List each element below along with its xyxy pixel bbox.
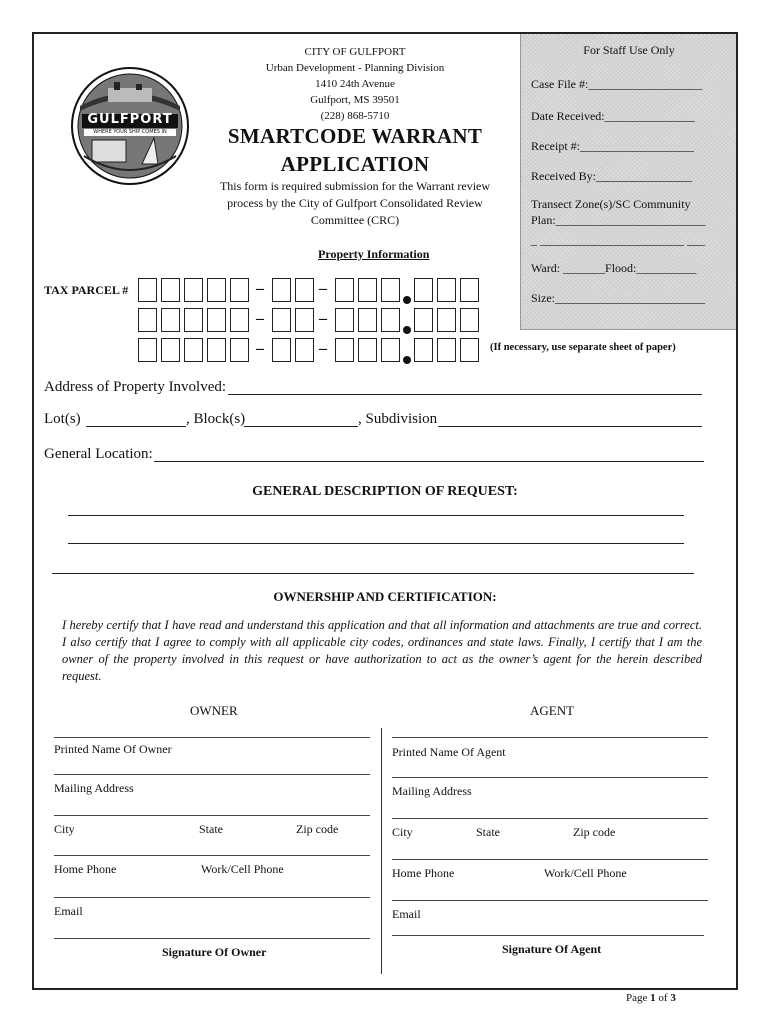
owner-mailing-label: Mailing Address: [54, 781, 134, 795]
address-input[interactable]: [228, 394, 702, 395]
street-address: 1410 24th Avenue: [315, 78, 395, 90]
owner-signature-label: Signature Of Owner: [162, 945, 267, 959]
logo-name: GULFPORT: [87, 112, 173, 127]
owner-email-line[interactable]: [54, 897, 370, 898]
owner-name-line[interactable]: [54, 737, 370, 738]
agent-signature-line[interactable]: [392, 935, 704, 936]
transect-label: Transect Zone(s)/SC Community: [531, 197, 691, 211]
phone-number: (228) 868-5710: [320, 110, 390, 122]
plan-continued[interactable]: _ ________________________ ___: [531, 233, 705, 247]
city-state-zip: Gulfport, MS 39501: [310, 94, 400, 106]
agent-mailing-label: Mailing Address: [392, 784, 472, 798]
owner-signature-line[interactable]: [54, 938, 370, 939]
general-location-input[interactable]: [154, 461, 704, 462]
agent-home-phone-label: Home Phone: [392, 866, 455, 880]
subdivision-input[interactable]: [438, 426, 702, 427]
tax-parcel-grid[interactable]: – – – – – –: [138, 278, 488, 368]
city-seal-logo: [70, 66, 190, 186]
agent-heading: AGENT: [530, 703, 575, 718]
column-divider: [381, 728, 382, 974]
agent-signature-label: Signature Of Agent: [502, 942, 602, 956]
separate-sheet-note: (If necessary, use separate sheet of paper): [490, 342, 676, 353]
request-line-1[interactable]: [68, 515, 684, 516]
owner-email-label: Email: [54, 904, 83, 918]
date-received-field[interactable]: Date Received:_______________: [531, 109, 695, 123]
ownership-heading: OWNERSHIP AND CERTIFICATION:: [273, 589, 497, 604]
page-number: Page 1 of 3: [626, 992, 676, 1004]
address-label: Address of Property Involved:: [44, 379, 227, 395]
agent-zip-label: Zip code: [573, 825, 616, 839]
owner-heading: OWNER: [190, 703, 238, 718]
block-label: , Block(s): [186, 411, 246, 427]
agent-city-label: City: [392, 825, 413, 839]
owner-city-label: City: [54, 822, 75, 836]
agent-work-phone-label: Work/Cell Phone: [544, 866, 627, 880]
lot-label: Lot(s): [44, 411, 81, 427]
ward-flood-field[interactable]: Ward: _______Flood:__________: [531, 261, 697, 275]
size-field[interactable]: Size:_________________________: [531, 291, 705, 305]
owner-work-phone-label: Work/Cell Phone: [201, 862, 284, 876]
owner-state-label: State: [199, 822, 223, 836]
staff-use-box: [520, 34, 736, 330]
owner-name-label: Printed Name Of Owner: [54, 742, 172, 756]
agent-state-label: State: [476, 825, 500, 839]
request-heading: GENERAL DESCRIPTION OF REQUEST:: [252, 484, 518, 499]
staff-heading: For Staff Use Only: [583, 43, 675, 57]
agent-phone-line[interactable]: [392, 859, 708, 860]
owner-home-phone-label: Home Phone: [54, 862, 117, 876]
owner-city-line[interactable]: [54, 815, 370, 816]
logo-tagline: WHERE YOUR SHIP COMES IN: [93, 129, 167, 135]
request-line-2[interactable]: [68, 543, 684, 544]
owner-phone-line[interactable]: [54, 855, 370, 856]
property-info-heading: Property Information: [318, 247, 430, 261]
certification-text: I hereby certify that I have read and understand this application and that all information and attachments are true and correct. I also certify that I agree to comply with all applicable city codes, ordinances and state laws. Finally, I certify that I am the owner of the property involved in this request or have authorization to act as the owner’s agent for the herein described request.: [62, 618, 702, 683]
agent-email-line[interactable]: [392, 900, 708, 901]
case-file-field[interactable]: Case File #:___________________: [531, 77, 703, 91]
owner-mailing-line[interactable]: [54, 774, 370, 775]
block-input[interactable]: [244, 426, 358, 427]
general-location-label: General Location:: [44, 446, 153, 462]
tax-parcel-label: TAX PARCEL #: [44, 283, 129, 297]
received-by-field[interactable]: Received By:________________: [531, 169, 692, 183]
agent-mailing-line[interactable]: [392, 777, 708, 778]
header-block: [200, 44, 510, 124]
form-description: This form is required submission for the Warrant review process by the City of Gulfport Consolidated Review Committee (CRC): [219, 179, 491, 227]
subdivision-label: , Subdivision: [358, 411, 438, 427]
plan-field[interactable]: Plan:_________________________: [531, 213, 706, 227]
city-name: CITY OF GULFPORT: [304, 46, 406, 58]
lot-input[interactable]: [86, 426, 186, 427]
agent-name-line[interactable]: [392, 737, 708, 738]
owner-zip-label: Zip code: [296, 822, 339, 836]
receipt-field[interactable]: Receipt #:___________________: [531, 139, 694, 153]
division-name: Urban Development - Planning Division: [265, 62, 445, 74]
agent-email-label: Email: [392, 907, 421, 921]
agent-city-line[interactable]: [392, 818, 708, 819]
agent-name-label: Printed Name Of Agent: [392, 745, 506, 759]
request-line-3[interactable]: [52, 573, 694, 574]
page-title: SMARTCODE WARRANT APPLICATION: [227, 124, 483, 176]
